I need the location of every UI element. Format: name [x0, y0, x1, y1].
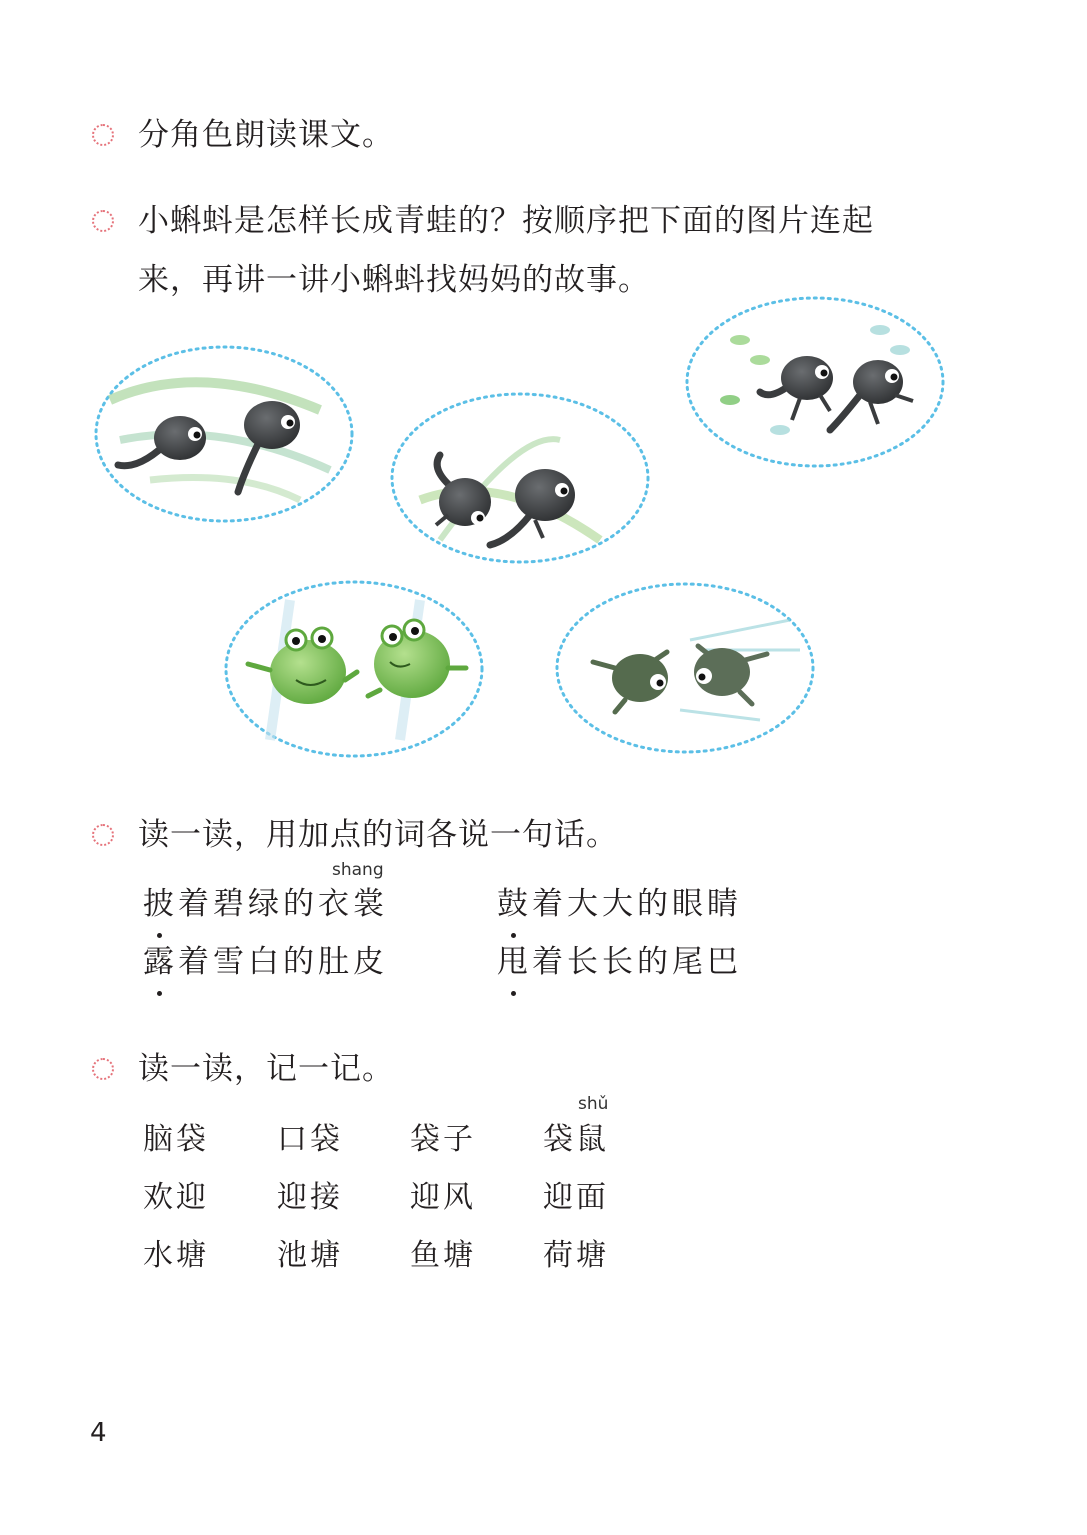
word: 口袋	[277, 1122, 343, 1157]
dotted-character: 鼓	[497, 886, 532, 922]
question-3	[92, 812, 618, 859]
circle-marker-icon	[92, 824, 114, 846]
bubble-stage-3[interactable]	[687, 298, 943, 466]
word: 欢迎	[143, 1180, 209, 1215]
word: 水塘	[143, 1238, 209, 1273]
phrase-rest: 着大大的眼睛	[532, 886, 742, 922]
word: 荷塘	[543, 1238, 609, 1273]
question-2-line-2: 来，再讲一讲小蝌蚪找妈妈的故事。	[138, 262, 650, 298]
page-number: 4	[90, 1418, 107, 1448]
question-1-text: 分角色朗读课文。	[138, 117, 394, 153]
circle-marker-icon	[92, 1058, 114, 1080]
dotted-character: 露	[143, 944, 178, 980]
dotted-character: 披	[143, 886, 178, 922]
word: 袋子	[410, 1122, 476, 1157]
bubble-stage-2[interactable]	[392, 394, 648, 562]
question-4-text: 读一读，记一记。	[138, 1051, 394, 1087]
bubble-stage-1[interactable]	[96, 347, 352, 521]
bubble-stage-4[interactable]	[226, 582, 482, 756]
word: 池塘	[277, 1238, 343, 1273]
word: 迎风	[410, 1180, 476, 1215]
phrase-4	[497, 936, 742, 981]
pinyin-shang: shang	[332, 860, 384, 880]
question-2-line-1: 小蝌蚪是怎样长成青蛙的？按顺序把下面的图片连起	[138, 203, 874, 239]
phrase-1	[143, 878, 388, 923]
pinyin-shu: shǔ	[578, 1094, 609, 1114]
word: 迎面	[543, 1180, 609, 1215]
question-4	[92, 1046, 394, 1093]
question-3-text: 读一读，用加点的词各说一句话。	[138, 817, 618, 853]
word: 脑袋	[143, 1122, 209, 1157]
phrase-rest: 着长长的尾巴	[532, 944, 742, 980]
phrase-rest: 着雪白的肚皮	[178, 944, 388, 980]
phrase-2	[497, 878, 742, 923]
phrase-3	[143, 936, 388, 981]
dotted-character: 甩	[497, 944, 532, 980]
bubble-stage-5[interactable]	[557, 584, 813, 752]
word: 袋鼠	[543, 1122, 609, 1157]
word: 鱼塘	[410, 1238, 476, 1273]
phrase-rest: 着碧绿的衣裳	[178, 886, 388, 922]
word: 迎接	[277, 1180, 343, 1215]
